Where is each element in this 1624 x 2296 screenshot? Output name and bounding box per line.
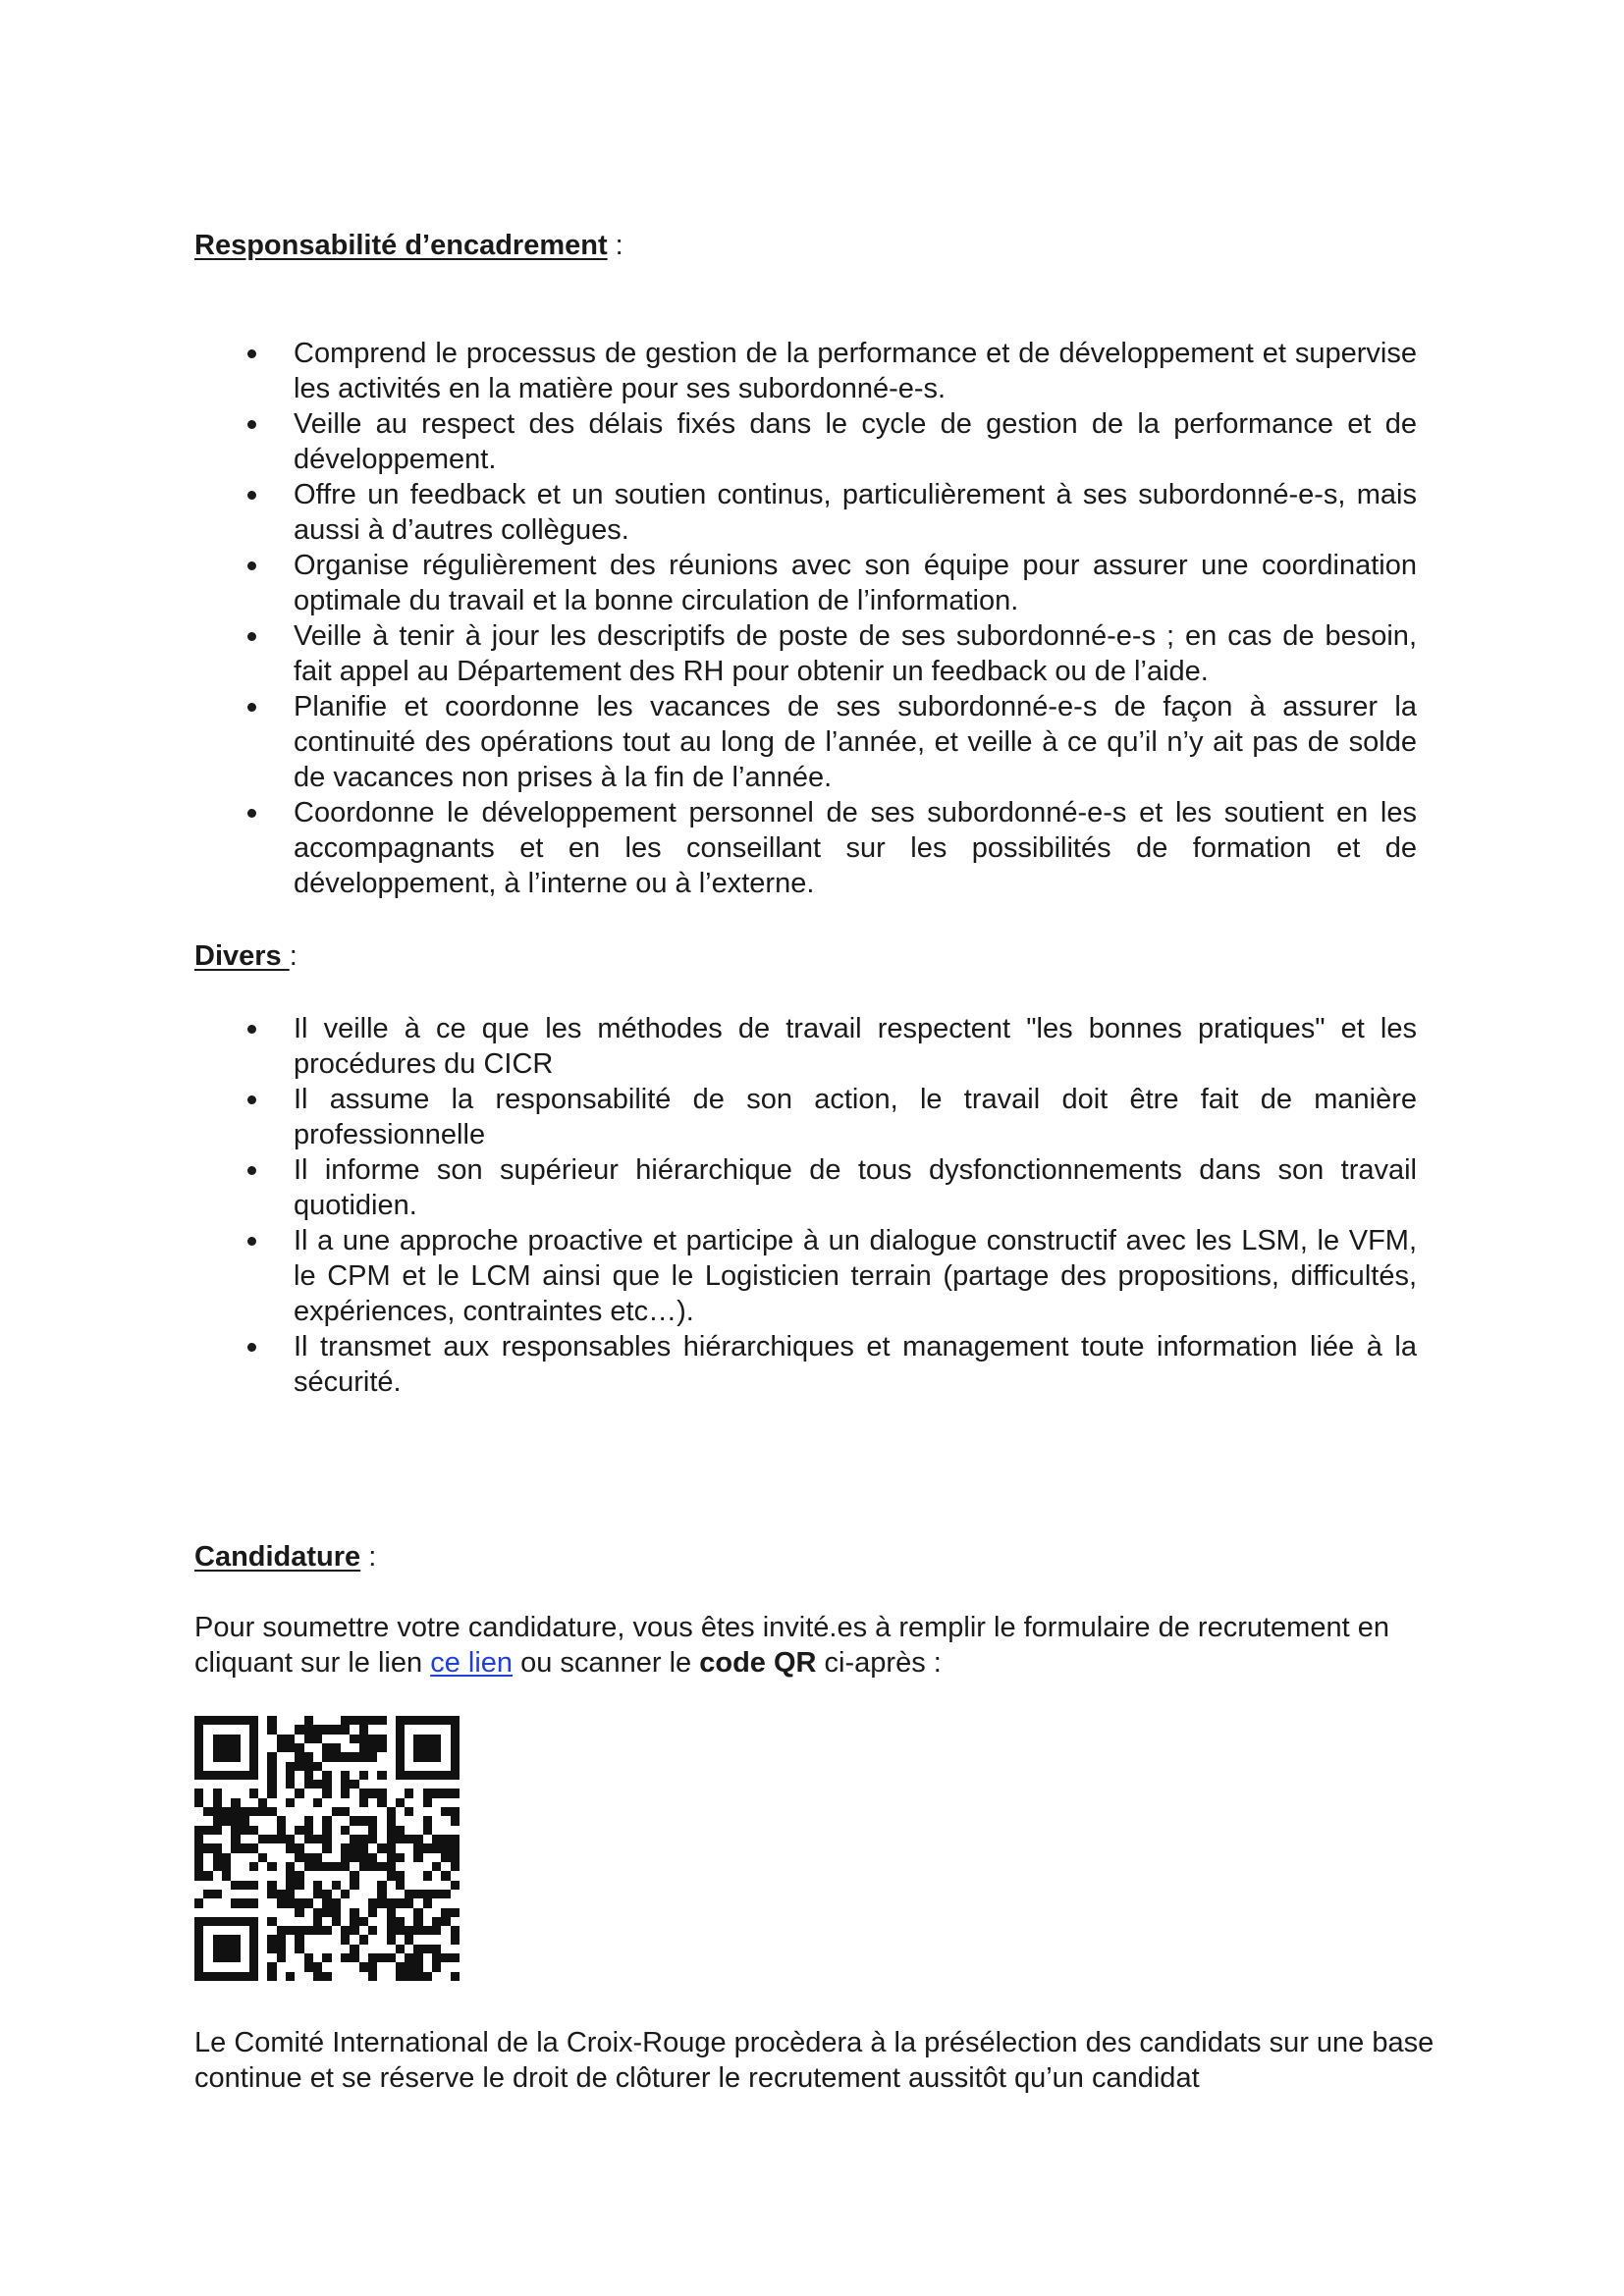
bullet-icon [247, 809, 256, 818]
list-item-text: Veille au respect des délais fixés dans le cycle de gestion de la performance et de développement. [294, 408, 1417, 475]
bullet-icon [247, 1166, 256, 1175]
bullet-icon [247, 632, 256, 641]
bullet-icon [247, 561, 256, 570]
list-item [194, 1011, 1417, 1082]
list-item [194, 1223, 1417, 1329]
list-item-text: Il assume la responsabilité de son action, le travail doit être fait de manière professionnelle [294, 1084, 1417, 1150]
list-item [194, 1329, 1417, 1400]
list-item-text: Comprend le processus de gestion de la performance et de développement et supervise les activités en la matière pour ses subordonné-e-s. [294, 338, 1417, 404]
list-item [194, 1152, 1417, 1223]
list-item-text: Planifie et coordonne les vacances de ses subordonné-e-s de façon à assurer la continuité des opérations tout au long de l’année, et veille à ce qu’il n’y ait pas de solde de vacances non prises à la fin de l’année. [294, 691, 1417, 793]
list-item-text: Organise régulièrement des réunions avec son équipe pour assurer une coordination optimale du travail et la bonne circulation de l’information. [294, 550, 1417, 616]
application-intro [194, 1610, 1461, 1681]
bullet-icon [247, 1095, 256, 1104]
management-heading-suffix: : [607, 230, 623, 261]
bullet-icon [247, 1237, 256, 1246]
bullet-icon [247, 1343, 256, 1352]
list-item-text: Il a une approche proactive et participe à un dialogue constructif avec les LSM, le VFM, le CPM et le LCM ainsi que le Logisticien terrain (partage des propositions, difficultés, expériences, contraintes etc…). [294, 1225, 1417, 1327]
application-intro-part2: ou scanner le [513, 1647, 700, 1679]
management-heading-label: Responsabilité d’encadrement [194, 230, 608, 261]
list-item-text: Veille à tenir à jour les descriptifs de poste de ses subordonné-e-s ; en cas de besoin, fait appel au Département des RH pour obtenir un feedback ou de l’aide. [294, 620, 1417, 687]
list-item [194, 548, 1417, 618]
misc-heading-label: Divers [194, 940, 290, 972]
misc-heading [194, 938, 298, 974]
application-intro-part1: Pour soumettre votre candidature, vous êtes invité.es à remplir le formulaire de recrutement en cliquant sur le lien [194, 1612, 1389, 1679]
misc-heading-suffix: : [289, 940, 298, 972]
list-item [194, 1082, 1417, 1152]
management-heading [194, 228, 623, 263]
list-item-text: Coordonne le développement personnel de ses subordonné-e-s et les soutient en les accompagnants et en les conseillant sur les possibilités de formation et de développement, à l’interne ou à l’externe. [294, 797, 1417, 899]
bullet-icon [247, 420, 256, 429]
list-item-text: Il informe son supérieur hiérarchique de tous dysfonctionnements dans son travail quotidien. [294, 1154, 1417, 1221]
closing-paragraph: Le Comité International de la Croix-Rouge procèdera à la présélection des candidats sur une base continue et se réserve le droit de clôturer le recrutement aussitôt qu’un candidat [194, 2027, 1435, 2094]
list-item [194, 406, 1417, 477]
qr-code-image[interactable] [194, 1716, 460, 1981]
list-item [194, 689, 1417, 795]
bullet-icon [247, 1025, 256, 1034]
application-link[interactable]: ce lien [430, 1647, 514, 1679]
list-item-text: Offre un feedback et un soutien continus, particulièrement à ses subordonné-e-s, mais aussi à d’autres collègues. [294, 479, 1417, 546]
bullet-icon [247, 349, 256, 358]
bullet-icon [247, 703, 256, 712]
management-list [194, 336, 1417, 901]
list-item [194, 795, 1417, 901]
list-item [194, 336, 1417, 406]
application-intro-part3: ci-après : [816, 1647, 942, 1679]
bullet-icon [247, 491, 256, 500]
qr-code-label: code QR [699, 1647, 817, 1679]
list-item-text: Il transmet aux responsables hiérarchiques et management toute information liée à la sécurité. [294, 1331, 1417, 1398]
misc-list [194, 1011, 1417, 1400]
application-heading [194, 1539, 376, 1575]
application-heading-label: Candidature [194, 1541, 361, 1573]
application-heading-suffix: : [360, 1541, 377, 1573]
list-item [194, 618, 1417, 689]
list-item [194, 477, 1417, 548]
list-item-text: Il veille à ce que les méthodes de travail respectent "les bonnes pratiques" et les procédures du CICR [294, 1013, 1417, 1080]
